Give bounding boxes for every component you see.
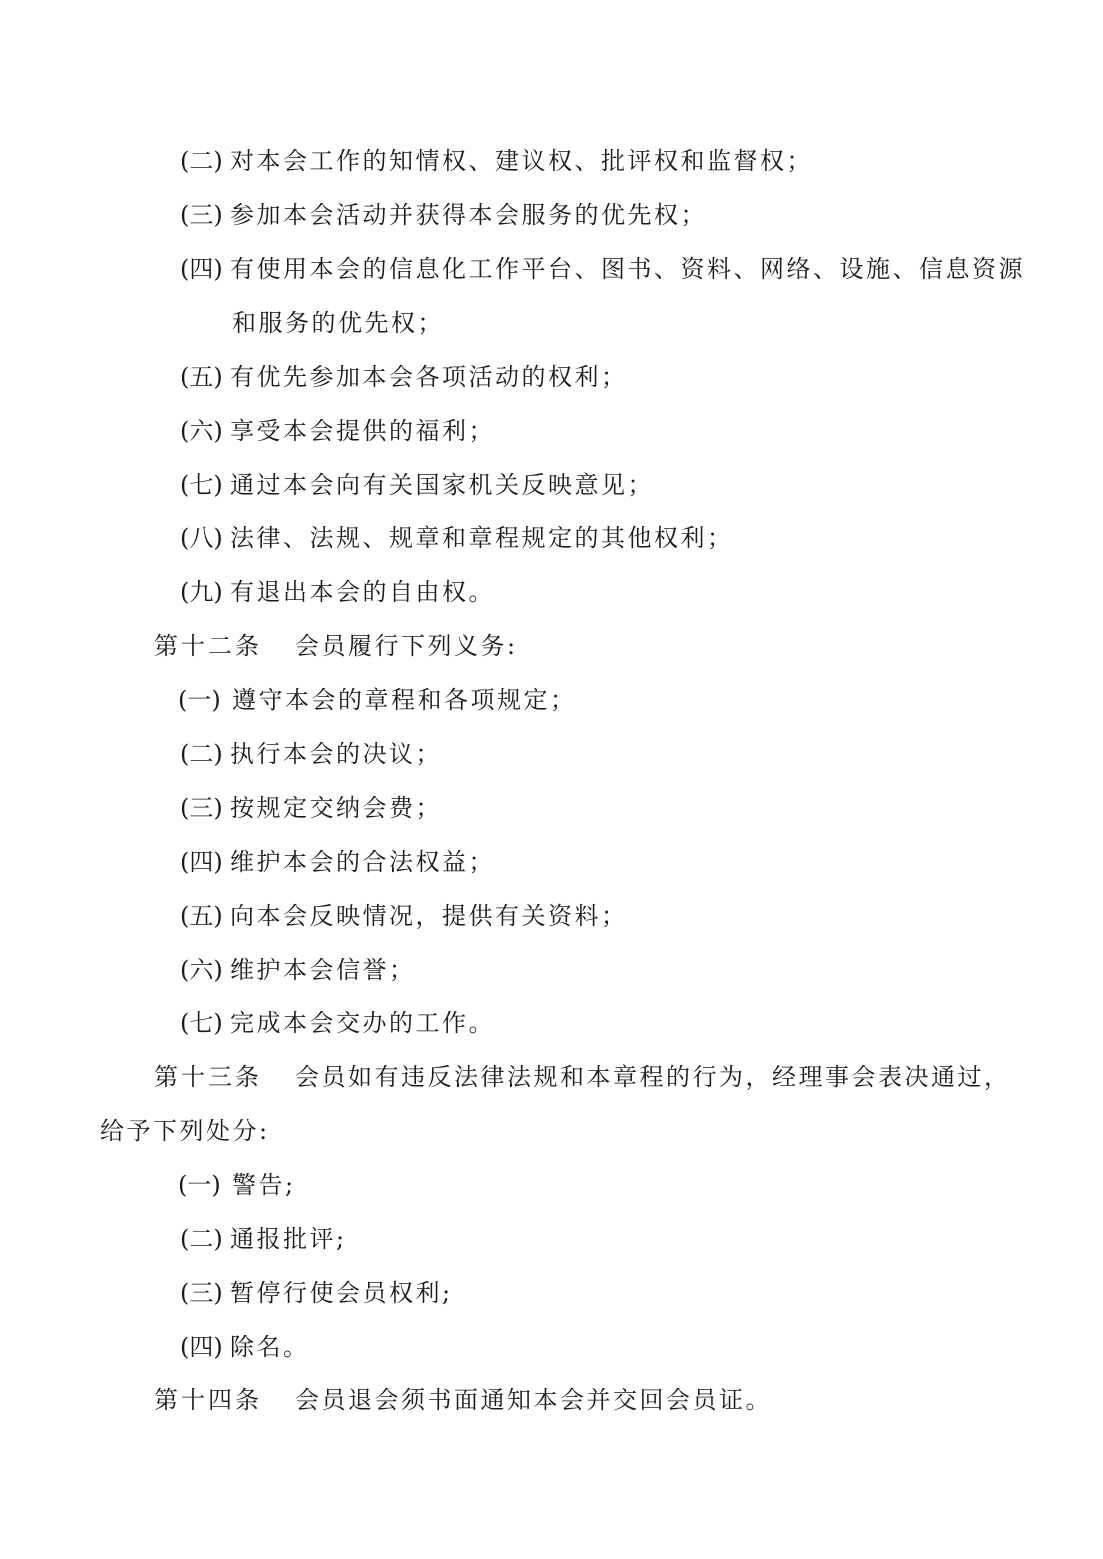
item-text: 有优先参加本会各项活动的权利； — [230, 363, 628, 391]
item-text: 除名。 — [230, 1333, 310, 1361]
list-item — [180, 955, 416, 985]
list-item — [180, 1008, 495, 1038]
list-item — [180, 254, 1025, 284]
list-item — [180, 470, 654, 500]
item-number: (六) — [180, 417, 223, 445]
item-number: (一) — [178, 686, 221, 714]
item-text: 完成本会交办的工作。 — [230, 1009, 495, 1037]
item-number: (八) — [180, 524, 223, 552]
article-text: 会员如有违反法律法规和本章程的行为，经理事会表决通过， — [295, 1063, 1011, 1091]
list-item — [178, 1170, 296, 1200]
list-item — [178, 685, 577, 715]
list-item — [180, 416, 495, 446]
item-text: 法律、法规、规章和章程规定的其他权利； — [230, 524, 734, 552]
list-item — [180, 523, 734, 553]
item-number: (七) — [180, 1009, 223, 1037]
item-text: 按规定交纳会费； — [230, 794, 442, 822]
item-number: (五) — [180, 902, 223, 930]
article-14-heading — [154, 1385, 772, 1415]
list-item — [180, 200, 707, 230]
item-number: (六) — [180, 956, 223, 984]
list-item — [180, 146, 813, 176]
item-text: 暂停行使会员权利; — [230, 1279, 453, 1307]
item-number: (二) — [180, 147, 223, 175]
article-12-heading — [154, 631, 518, 661]
item-text: 执行本会的决议； — [230, 740, 442, 768]
item-number: (三) — [180, 201, 223, 229]
item-number: (一) — [178, 1171, 221, 1199]
list-item — [180, 901, 628, 931]
item-number: (五) — [180, 363, 223, 391]
article-text: 会员履行下列义务: — [295, 632, 518, 660]
item-text: 通报批评; — [230, 1225, 347, 1253]
item-text: 对本会工作的知情权、建议权、批评权和监督权； — [230, 147, 813, 175]
item-number: (二) — [180, 1225, 223, 1253]
item-text: 参加本会活动并获得本会服务的优先权； — [230, 201, 707, 229]
item-number: (四) — [180, 848, 223, 876]
item-number: (七) — [180, 471, 223, 499]
article-label: 第十四条 — [154, 1386, 262, 1414]
article-13-continuation: 给予下列处分: — [100, 1117, 270, 1145]
item-number: (三) — [180, 794, 223, 822]
list-item — [180, 577, 495, 607]
item-number: (四) — [180, 1333, 223, 1361]
item-text: 通过本会向有关国家机关反映意见； — [230, 471, 654, 499]
list-item — [180, 793, 442, 823]
article-label: 第十二条 — [154, 632, 262, 660]
item-number: (九) — [180, 578, 223, 606]
item-number: (三) — [180, 1279, 223, 1307]
item-text: 有使用本会的信息化工作平台、图书、资料、网络、设施、信息资源 — [230, 255, 1025, 283]
list-item — [180, 739, 442, 769]
item-number: (二) — [180, 740, 223, 768]
article-text: 会员退会须书面通知本会并交回会员证。 — [295, 1386, 772, 1414]
article-13-heading — [154, 1062, 1011, 1092]
item-text: 维护本会的合法权益； — [230, 848, 495, 876]
item-text: 享受本会提供的福利； — [230, 417, 495, 445]
item-text: 向本会反映情况，提供有关资料； — [230, 902, 628, 930]
item-number: (四) — [180, 255, 223, 283]
list-item — [180, 362, 628, 392]
list-item — [180, 1224, 347, 1254]
list-item-continuation: 和服务的优先权； — [232, 309, 444, 337]
item-text: 警告; — [232, 1171, 296, 1199]
item-text: 有退出本会的自由权。 — [230, 578, 495, 606]
item-text: 维护本会信誉； — [230, 956, 416, 984]
item-text: 遵守本会的章程和各项规定； — [232, 686, 577, 714]
list-item — [180, 1278, 453, 1308]
article-label: 第十三条 — [154, 1063, 262, 1091]
list-item — [180, 1332, 310, 1362]
list-item — [180, 847, 495, 877]
